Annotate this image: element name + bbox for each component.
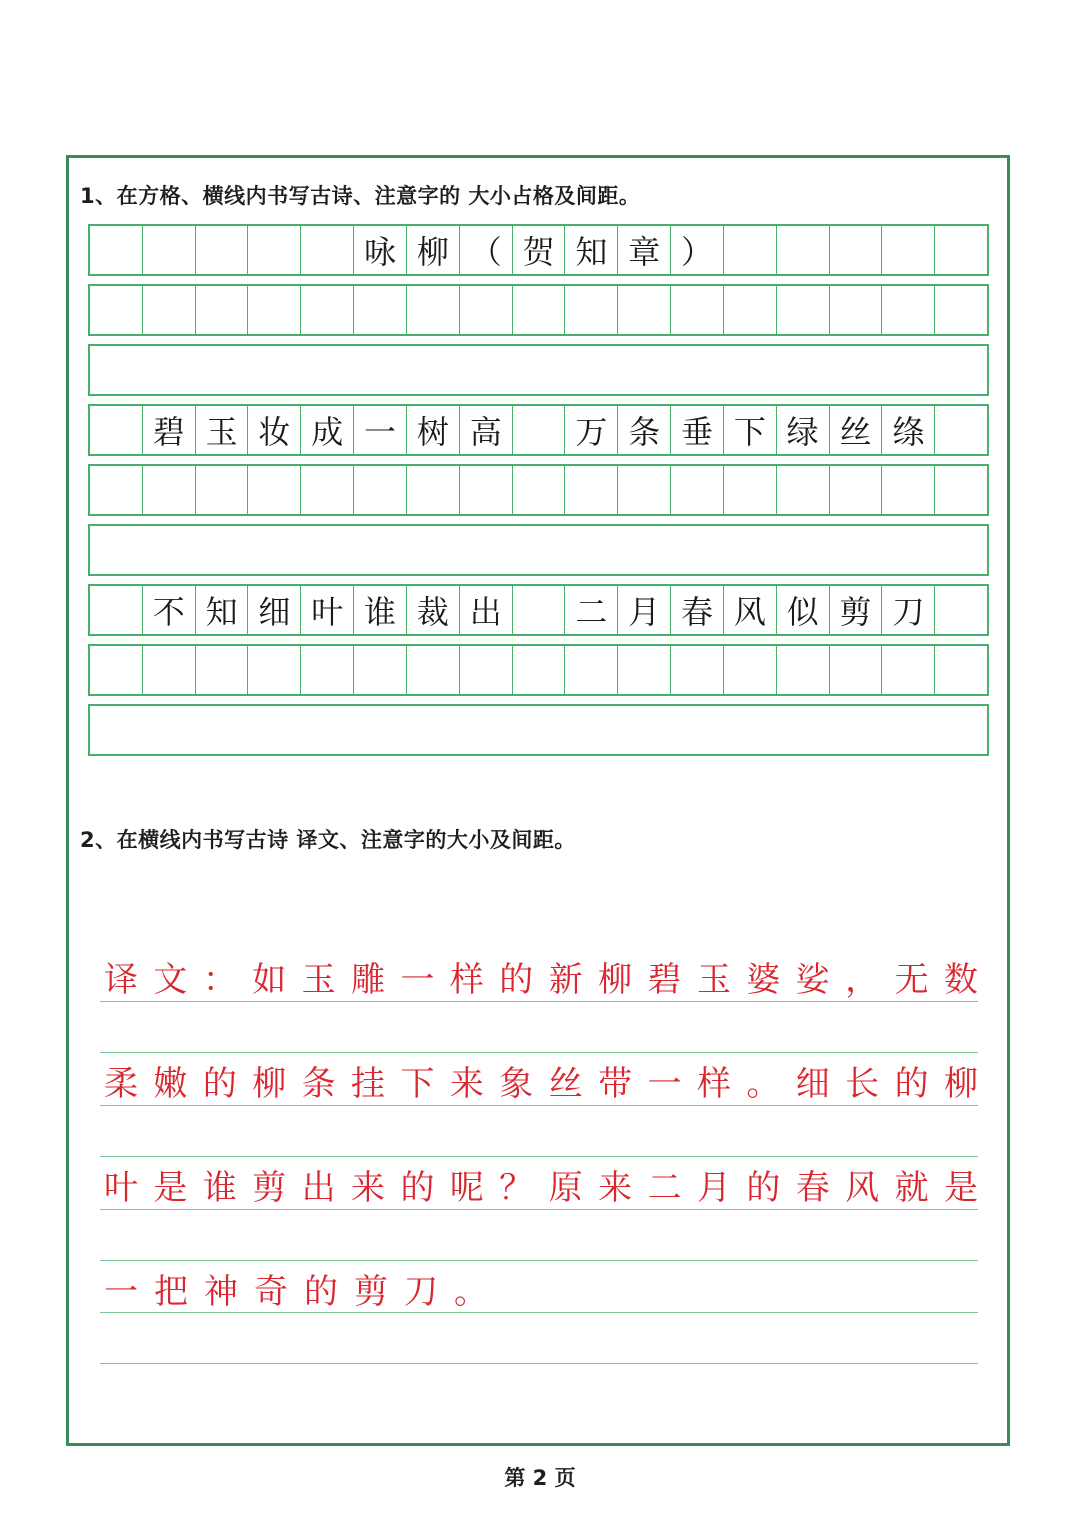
grid-cell [565,466,618,514]
grid-cell [935,406,987,454]
grid-cell [618,646,671,694]
practice-grid-row [88,284,989,336]
grid-cell: 似 [777,586,830,634]
grid-cell [248,646,301,694]
grid-cell: 叶 [301,586,354,634]
grid-cell [882,226,935,274]
grid-cell [90,466,143,514]
grid-cell: 一 [354,406,407,454]
grid-cell [671,466,724,514]
grid-cell: 树 [407,406,460,454]
grid-cell [460,466,513,514]
grid-cell [90,646,143,694]
writing-rule [100,1209,978,1210]
grid-cell: 绦 [882,406,935,454]
grid-cell [724,466,777,514]
grid-cell: 春 [671,586,724,634]
grid-cell [724,226,777,274]
grid-cell: 咏 [354,226,407,274]
translation-line: 叶是谁剪出来的呢？原来二月的春风就是 [104,1168,978,1208]
grid-cell [513,406,566,454]
grid-cell [90,226,143,274]
grid-cell [777,466,830,514]
grid-cell [301,466,354,514]
grid-cell: 高 [460,406,513,454]
writing-rule [100,1001,978,1002]
grid-cell [565,646,618,694]
grid-cell: 裁 [407,586,460,634]
grid-cell [935,466,987,514]
grid-cell [513,466,566,514]
grid-cell: 细 [248,586,301,634]
grid-cell [143,286,196,334]
grid-cell [143,646,196,694]
writing-rule [100,1052,978,1053]
grid-cell [830,646,883,694]
practice-grid-row [88,644,989,696]
grid-cell [90,406,143,454]
grid-cell [248,466,301,514]
grid-cell: 谁 [354,586,407,634]
grid-cell [196,226,249,274]
title-grid-row [88,224,989,276]
poem-line1-grid-row [88,404,989,456]
grid-cell [460,646,513,694]
grid-cell [301,286,354,334]
grid-cell [618,466,671,514]
practice-grid-row [88,464,989,516]
grid-cell [407,286,460,334]
grid-cell: （ [460,226,513,274]
grid-cell: ） [671,226,724,274]
grid-cell [407,466,460,514]
grid-cell [724,646,777,694]
poem-line2-grid-row [88,584,989,636]
section2-instruction: 2、在横线内书写古诗 译文、注意字的大小及间距。 [80,828,576,852]
grid-cell: 绿 [777,406,830,454]
grid-cell: 妆 [248,406,301,454]
grid-cell: 下 [724,406,777,454]
grid-cell [830,466,883,514]
grid-cell: 二 [565,586,618,634]
grid-cell: 出 [460,586,513,634]
writing-rule [100,1105,978,1106]
writing-rule [100,1363,978,1364]
grid-cell [671,286,724,334]
grid-cell [248,286,301,334]
grid-cell: 章 [618,226,671,274]
grid-cell [354,466,407,514]
grid-cell: 成 [301,406,354,454]
grid-cell: 贺 [513,226,566,274]
grid-cell [143,226,196,274]
grid-cell [777,286,830,334]
grid-cell: 万 [565,406,618,454]
grid-cell [777,646,830,694]
translation-line: 一把神奇的剪刀。 [104,1272,504,1312]
writing-line-box [88,344,989,396]
grid-cell [513,586,566,634]
grid-cell [777,226,830,274]
writing-rule [100,1156,978,1157]
grid-cell [618,286,671,334]
grid-cell: 风 [724,586,777,634]
writing-rule [100,1260,978,1261]
grid-cell: 不 [143,586,196,634]
grid-cell: 柳 [407,226,460,274]
grid-cell [565,286,618,334]
grid-cell: 知 [196,586,249,634]
grid-cell [143,466,196,514]
grid-cell: 条 [618,406,671,454]
writing-line-box [88,704,989,756]
grid-cell [301,226,354,274]
section1-instruction: 1、在方格、横线内书写古诗、注意字的 大小占格及间距。 [80,184,641,208]
grid-cell: 月 [618,586,671,634]
grid-cell [830,226,883,274]
grid-cell: 知 [565,226,618,274]
grid-cell: 丝 [830,406,883,454]
grid-cell [354,286,407,334]
writing-line-box [88,524,989,576]
grid-cell [882,286,935,334]
grid-cell [882,466,935,514]
grid-cell [196,646,249,694]
grid-cell [196,466,249,514]
grid-cell [830,286,883,334]
grid-cell [354,646,407,694]
grid-cell [882,646,935,694]
grid-cell: 刀 [882,586,935,634]
grid-cell [196,286,249,334]
grid-cell [301,646,354,694]
writing-rule [100,1312,978,1313]
grid-cell [90,586,143,634]
grid-cell [90,286,143,334]
page-number: 第 2 页 [504,1466,576,1490]
grid-cell: 剪 [830,586,883,634]
grid-cell [671,646,724,694]
grid-cell [460,286,513,334]
translation-line: 柔嫩的柳条挂下来象丝带一样。细长的柳 [104,1064,978,1104]
grid-cell [513,646,566,694]
grid-cell [248,226,301,274]
grid-cell: 玉 [196,406,249,454]
grid-cell [724,286,777,334]
grid-cell [935,286,987,334]
grid-cell: 垂 [671,406,724,454]
grid-cell [935,586,987,634]
grid-cell [935,646,987,694]
translation-line: 译文：如玉雕一样的新柳碧玉婆娑，无数 [104,960,978,1000]
grid-cell: 碧 [143,406,196,454]
grid-cell [513,286,566,334]
grid-cell [935,226,987,274]
grid-cell [407,646,460,694]
